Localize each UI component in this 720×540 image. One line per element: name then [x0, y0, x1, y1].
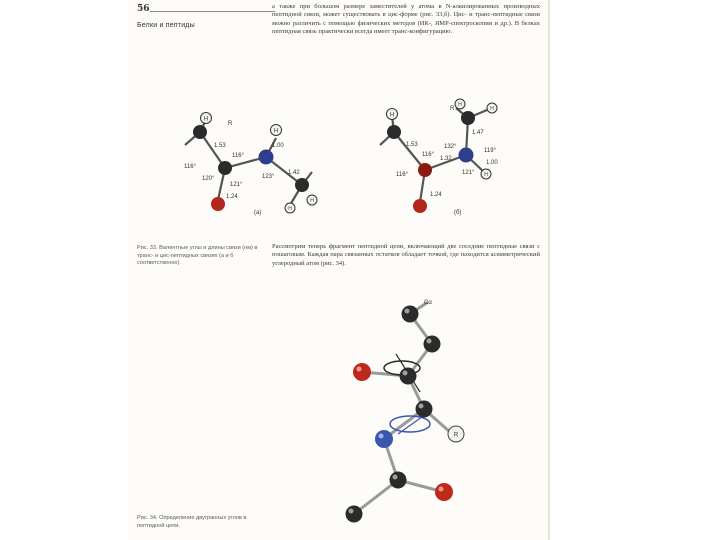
panel-label-b: (б): [454, 210, 462, 216]
bond-angle: 119°: [484, 148, 496, 154]
atom-label-h: H: [490, 106, 494, 112]
carbon-atom: [387, 125, 401, 139]
nitrogen-atom: [375, 430, 393, 448]
carbon-atom: [416, 401, 433, 418]
bond-length: 1.00: [272, 143, 284, 149]
atom-label-h: H: [288, 206, 292, 212]
bond-length: 1.32: [440, 156, 452, 162]
carbon-atom: [193, 125, 207, 139]
nitrogen-atom: [459, 148, 474, 163]
bond-angle: 132°: [444, 144, 457, 150]
caption-figure-34: Рис. 34. Определение двугранных углов в пептидной цепи.: [137, 515, 247, 529]
bond-angle: 123°: [262, 174, 275, 180]
carbon-atom: [424, 336, 441, 353]
page-number: 56: [137, 4, 150, 14]
running-title: Белки и пептиды: [137, 22, 195, 29]
alpha-carbon-label: Cα: [424, 300, 432, 306]
paragraph-top: а также при большом размере заместителей у атома в N-алкилированных производных пептидной связи, может существовать в цис-форме (рис. 33,б). Цис- и транс-пептидные связи можно различить с помощью физических методов (ИК-, ЯМР-спектроскопии и др.). В белках пептидная связь практически всегда имеет транс-конфигурацию.: [272, 3, 540, 35]
bond-length: 1.53: [406, 142, 418, 148]
figure-33a-trans-peptide: [170, 100, 320, 220]
carbon-atom: [418, 163, 432, 177]
atom-label-r: R: [450, 106, 455, 112]
carbon-atom: [346, 506, 363, 523]
bond-length: 1.24: [430, 192, 442, 198]
atom-label-h: H: [273, 128, 279, 135]
bond-angle: 120°: [202, 176, 215, 182]
caption-figure-33: Рис. 33. Валентные углы и длины связи (нм) в транс- и цис-пептидных связях (а и б соответственно).: [137, 245, 258, 267]
oxygen-atom: [353, 363, 371, 381]
carbon-atom: [295, 178, 309, 192]
atom-label-r: R: [228, 121, 233, 127]
atom-label-h: H: [389, 112, 395, 119]
bond-angle: 116°: [184, 164, 196, 170]
bond-angle: 116°: [232, 153, 244, 159]
carbon-atom: [390, 472, 407, 489]
page-gutter: [548, 0, 550, 540]
nitrogen-atom: [259, 150, 274, 165]
oxygen-atom: [211, 197, 225, 211]
bond-length: 1.47: [472, 130, 484, 136]
panel-label-a: (а): [254, 210, 262, 216]
bond-length: 1.42: [288, 170, 300, 176]
figure-33b-cis-peptide: [372, 100, 522, 220]
bond-length: 1.24: [226, 194, 238, 200]
carbon-atom: [461, 111, 475, 125]
carbon-atom: [400, 368, 417, 385]
bond-angle: 116°: [422, 152, 434, 158]
r-group-label: R: [453, 432, 459, 439]
bond-angle: 116°: [396, 172, 408, 178]
paragraph-mid: Рассмотрим теперь фрагмент пептидной цепи, включающий две соседние пептидные связи с пошаговым. Каждая пара связанных остатков обладает точкой, где находится асимметрический углеродный атом (рис. 34).: [272, 243, 540, 267]
figure-34-dihedral-angles: [340, 294, 500, 534]
bond-angle: 121°: [462, 170, 475, 176]
atom-label-h: H: [310, 198, 314, 204]
atom-label-h: H: [203, 116, 209, 123]
carbon-atom: [218, 161, 232, 175]
bond-length: 1.53: [214, 143, 226, 149]
atom-label-h: H: [484, 172, 488, 178]
oxygen-atom: [413, 199, 427, 213]
atom-label-h: H: [458, 102, 462, 108]
oxygen-atom: [435, 483, 453, 501]
header-rule: [150, 11, 275, 12]
bond-length: 1.00: [486, 160, 498, 166]
bond-angle: 121°: [230, 182, 243, 188]
carbon-atom: [402, 306, 419, 323]
